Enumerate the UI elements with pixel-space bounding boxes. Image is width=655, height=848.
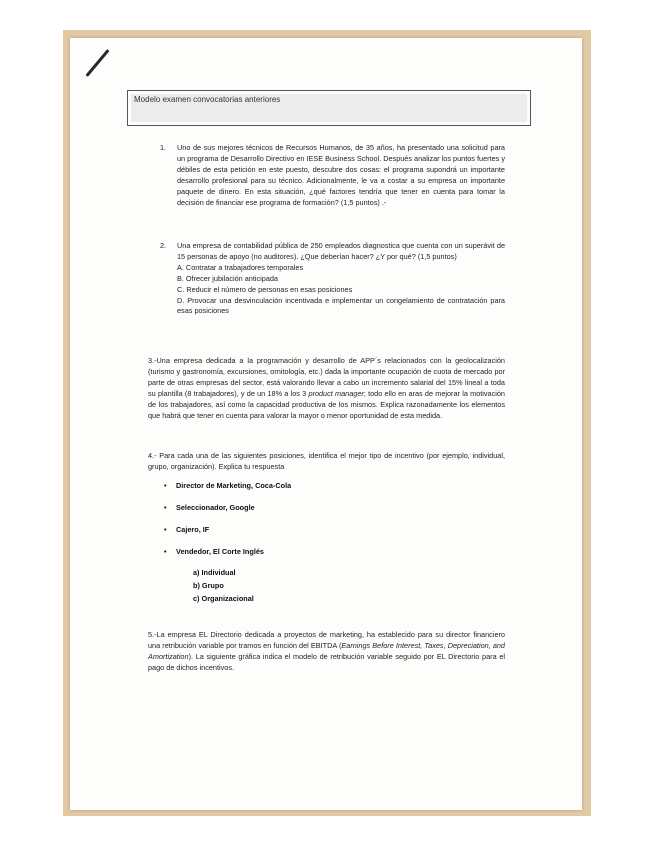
question-1-number: 1.	[160, 143, 167, 152]
question-5-text-1: 5.-La empresa EL Directorio dedicada a proyectos de marketing, ha establecido para su director financiero una retribución variable por tramos en función del EBITDA (	[148, 630, 505, 650]
question-2-option-d: D. Provocar una desvinculación incentivada e implementar un congelamiento de contratación para esas posiciones	[177, 295, 505, 316]
question-1	[160, 143, 505, 208]
question-1-text: Uno de sus mejores técnicos de Recursos Humanos, de 35 años, ha presentado una solicitud para un programa de Desarrollo Directivo en IESE Business School. Después analizar los puntos fuertes y débiles de esta petición en este puesto, descubre dos cosas: el programa supondrá un importante desarrollo profesional para su técnico. Adicionalmente, le va a costar a su empresa un importante paquete de dinero. En esta situación, ¿qué factores tendría que tener en cuenta para tomar la decisión de financiar ese programa de formación? (1,5 puntos) .-	[177, 143, 505, 207]
question-5-text-2: ). La siguiente gráfica indica el modelo de retribución variable seguido por EL Directorio para el pago de dichos incentivos.	[148, 651, 505, 672]
question-4	[148, 451, 505, 473]
position-item: • Director de Marketing, Coca-Cola	[164, 481, 292, 490]
position-label: Seleccionador, Google	[176, 503, 255, 512]
position-label: Cajero, IF	[176, 525, 210, 534]
question-2	[160, 241, 505, 317]
position-item: • Seleccionador, Google	[164, 503, 255, 512]
header-box	[127, 90, 531, 126]
question-3-text-2: ; todo ello en aras de mejorar la motivación de los trabajadores, así como la capacidad productiva de los mismos. Explica razonadamente los elementos que habrá que tener en cuenta para valorar la mayor o menor oportunidad de esta medida.	[148, 388, 505, 420]
position-item: • Cajero, IF	[164, 525, 210, 534]
question-2-option-a: A. Contratar a trabajadores temporales	[177, 262, 304, 272]
question-4-text: 4.- Para cada una de las siguientes posiciones, identifica el mejor tipo de incentivo (por ejemplo, individual, grupo, organización). Explica tu respuesta	[148, 451, 505, 471]
question-2-text: Una empresa de contabilidad pública de 250 empleados diagnostica que cuenta con un superávit de 15 personas de apoyo (no auditores). ¿Que deberían hacer? ¿Y por qué? (1,5 puntos)	[177, 241, 505, 261]
position-label: Vendedor, El Corte Inglés	[176, 547, 264, 556]
question-5	[148, 630, 505, 674]
question-3	[148, 356, 505, 421]
question-3-italic: product manager	[308, 388, 364, 398]
question-2-number: 2.	[160, 241, 167, 250]
incentive-item: c) Organizacional	[193, 594, 254, 603]
position-label: Director de Marketing, Coca-Cola	[176, 481, 292, 490]
question-3-text-1: 3.-Una empresa dedicada a la programación y desarrollo de APP´s relacionados con la geolocalización (turismo y gastronomía, excursiones, ornitología, etc.) dada la importante ocupación de cuota de mercado por parte de otras empresas del sector, está valorando llevar a cabo un incremento salarial del 15% lineal a toda su plantilla (8 trabajadores), y de un 18% a los 3	[148, 356, 505, 398]
incentive-item: b) Grupo	[193, 581, 224, 590]
question-2-option-c: C. Reducir el número de personas en esas posiciones	[177, 284, 353, 294]
header-title: Modelo examen convocatorias anteriores	[134, 95, 281, 104]
position-item: • Vendedor, El Corte Inglés	[164, 547, 264, 556]
question-2-option-b: B. Ofrecer jubilación anticipada	[177, 273, 278, 283]
incentive-item: a) Individual	[193, 568, 236, 577]
question-5-italic: Earnings Before Interest, Taxes, Depreciation, and Amortization	[148, 640, 505, 661]
